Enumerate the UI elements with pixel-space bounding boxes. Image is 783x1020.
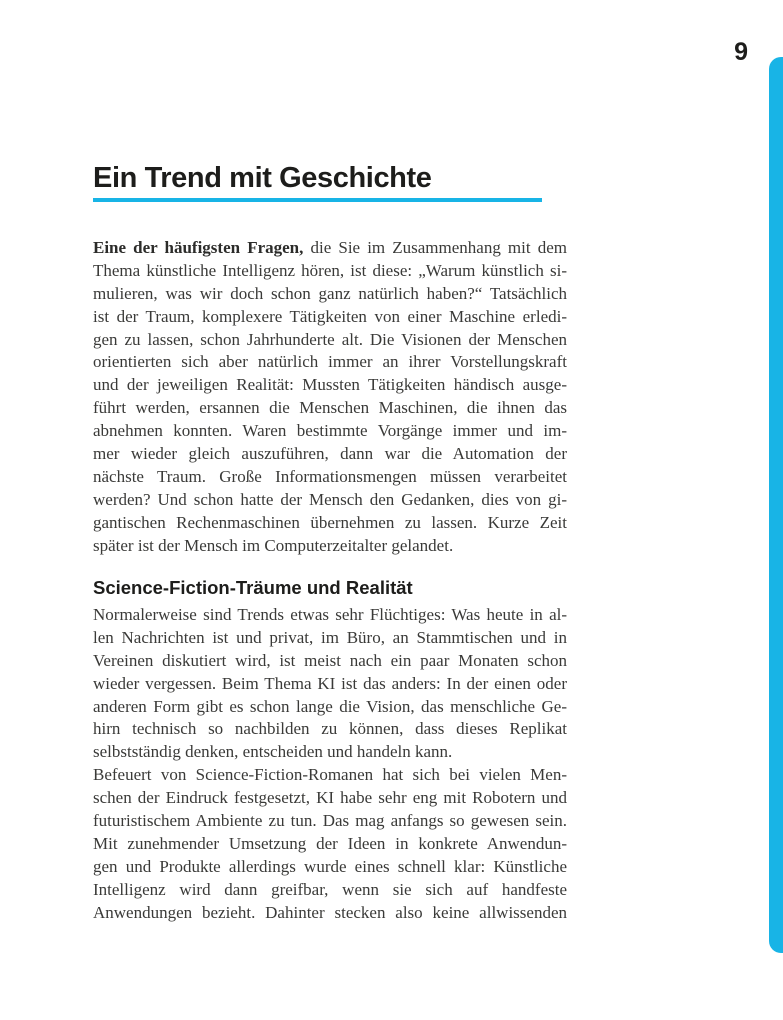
text-line: len Nachrichten ist und privat, im Büro, an Stammtischen und in (93, 627, 567, 647)
lead-in-bold-text: Eine der häufigsten Fragen, (93, 238, 304, 257)
text-line: gantischen Rechenmaschinen übernehmen zu lassen. Kurze Zeit (93, 512, 567, 532)
intro-paragraph (93, 237, 567, 557)
text-line: wieder vergessen. Beim Thema KI ist das anders: In der einen oder (93, 673, 567, 693)
text-line: führt werden, ersannen die Menschen Maschinen, die ihnen das (93, 398, 567, 418)
text-line: selbstständig denken, entscheiden und handeln kann. (93, 742, 453, 762)
chapter-tab-bar (769, 57, 783, 953)
text-line: Vereinen diskutiert wird, ist meist nach ein paar Monaten schon (93, 650, 567, 670)
text-line: Mit zunehmender Umsetzung der Ideen in konkrete Anwendun- (93, 833, 567, 853)
text-line: mulieren, was wir doch schon ganz natürlich haben?“ Tatsächlich (93, 283, 567, 303)
title-underline-rule (93, 198, 542, 202)
text-line: Befeuert von Science-Fiction-Romanen hat sich bei vielen Men- (93, 765, 567, 785)
text-line: schen der Eindruck festgesetzt, KI habe sehr eng mit Robotern und (93, 788, 567, 808)
section-paragraph-1 (93, 604, 567, 764)
section-body (93, 604, 567, 924)
text-line: gen zu lassen, schon Jahrhunderte alt. Die Visionen der Menschen (93, 329, 567, 349)
text-line: Normalerweise sind Trends etwas sehr Flüchtiges: Was heute in al- (93, 605, 567, 624)
section-paragraph-2 (93, 764, 567, 924)
text-line: und der jeweiligen Realität: Mussten Tätigkeiten händisch ausge- (93, 375, 567, 395)
text-line: futuristischem Ambiente zu tun. Das mag anfangs so gewesen sein. (93, 811, 567, 831)
text-line: orientierten sich aber natürlich immer an ihrer Vorstellungskraft (93, 352, 567, 372)
text-line: Eine der häufigsten Fragen, die Sie im Zusammenhang mit dem (93, 238, 567, 257)
text-line: werden? Und schon hatte der Mensch den Gedanken, dies von gi- (93, 489, 567, 509)
text-line: Intelligenz wird dann greifbar, wenn sie sich auf handfeste (93, 879, 567, 899)
text-line: später ist der Mensch im Computerzeitalter gelandet. (93, 535, 454, 555)
text-line: hirn technisch so nachbilden zu können, dass dieses Replikat (93, 719, 567, 739)
text-line: anderen Form gibt es schon lange die Vision, das menschliche Ge- (93, 696, 567, 716)
text-line: ist der Traum, komplexere Tätigkeiten von einer Maschine erledi- (93, 306, 567, 326)
text-line: nächste Traum. Große Informationsmengen müssen verarbeitet (93, 466, 567, 486)
chapter-title: Ein Trend mit Geschichte (93, 162, 432, 194)
text-line: Anwendungen bezieht. Dahinter stecken also keine allwissenden (93, 902, 567, 922)
text-line: gen und Produkte allerdings wurde eines schnell klar: Künstliche (93, 856, 567, 876)
text-line: abnehmen konnten. Waren bestimmte Vorgänge immer und im- (93, 421, 567, 441)
section-heading: Science-Fiction-Träume und Realität (93, 577, 413, 598)
text-line: mer wieder gleich auszuführen, dann war die Automation der (93, 444, 567, 464)
page-number: 9 (734, 38, 748, 66)
text-line: Thema künstliche Intelligenz hören, ist diese: „Warum künstlich si- (93, 260, 567, 280)
